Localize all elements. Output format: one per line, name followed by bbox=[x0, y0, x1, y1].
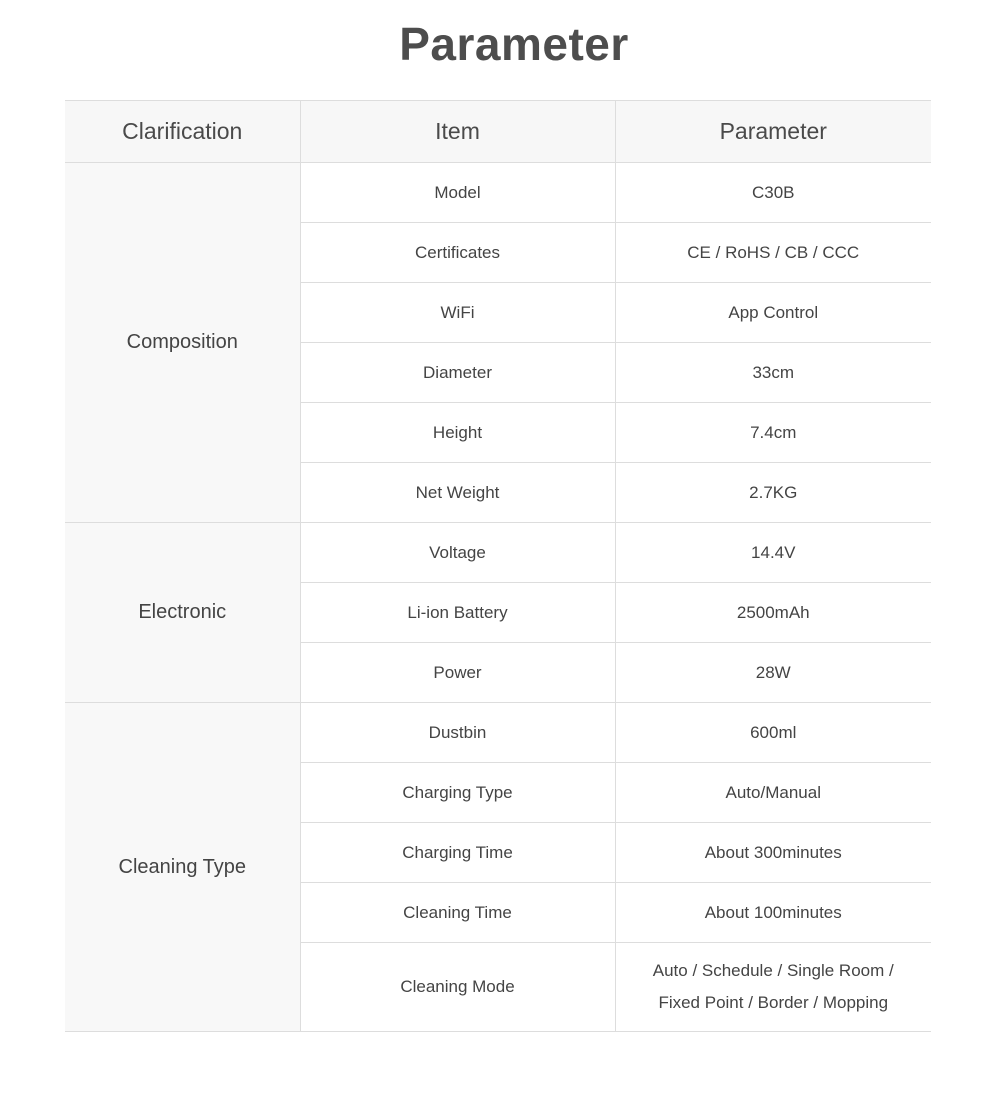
item-power: Power bbox=[300, 643, 615, 703]
value-charging-type: Auto/Manual bbox=[615, 763, 931, 823]
item-wifi: WiFi bbox=[300, 283, 615, 343]
item-certificates: Certificates bbox=[300, 223, 615, 283]
table-header-row bbox=[65, 101, 931, 163]
value-cleaning-time: About 100minutes bbox=[615, 883, 931, 943]
value-net-weight: 2.7KG bbox=[615, 463, 931, 523]
value-cleaning-mode-line-2: Fixed Point / Border / Mopping bbox=[658, 993, 889, 1012]
item-cleaning-time: Cleaning Time bbox=[300, 883, 615, 943]
item-charging-type: Charging Type bbox=[300, 763, 615, 823]
value-certificates: CE / RoHS / CB / CCC bbox=[615, 223, 931, 283]
group-composition: Composition bbox=[65, 163, 300, 523]
item-li-ion-battery: Li-ion Battery bbox=[300, 583, 615, 643]
item-voltage: Voltage bbox=[300, 523, 615, 583]
group-electronic: Electronic bbox=[65, 523, 300, 703]
table-row bbox=[65, 523, 931, 583]
item-dustbin: Dustbin bbox=[300, 703, 615, 763]
table-row bbox=[65, 163, 931, 223]
item-net-weight: Net Weight bbox=[300, 463, 615, 523]
value-height: 7.4cm bbox=[615, 403, 931, 463]
value-cleaning-mode-line-1: Auto / Schedule / Single Room / bbox=[652, 961, 894, 980]
header-clarification: Clarification bbox=[65, 101, 300, 163]
value-diameter: 33cm bbox=[615, 343, 931, 403]
parameter-table bbox=[65, 100, 931, 1032]
header-item: Item bbox=[300, 101, 615, 163]
header-parameter: Parameter bbox=[615, 101, 931, 163]
value-charging-time: About 300minutes bbox=[615, 823, 931, 883]
item-model: Model bbox=[300, 163, 615, 223]
value-li-ion-battery: 2500mAh bbox=[615, 583, 931, 643]
item-cleaning-mode: Cleaning Mode bbox=[300, 943, 615, 1032]
item-diameter: Diameter bbox=[300, 343, 615, 403]
value-dustbin: 600ml bbox=[615, 703, 931, 763]
table-row bbox=[65, 703, 931, 763]
value-model: C30B bbox=[615, 163, 931, 223]
group-cleaning-type: Cleaning Type bbox=[65, 703, 300, 1032]
value-cleaning-mode bbox=[615, 943, 931, 1032]
item-height: Height bbox=[300, 403, 615, 463]
value-voltage: 14.4V bbox=[615, 523, 931, 583]
item-charging-time: Charging Time bbox=[300, 823, 615, 883]
page-title: Parameter bbox=[399, 18, 629, 70]
value-wifi: App Control bbox=[615, 283, 931, 343]
value-power: 28W bbox=[615, 643, 931, 703]
